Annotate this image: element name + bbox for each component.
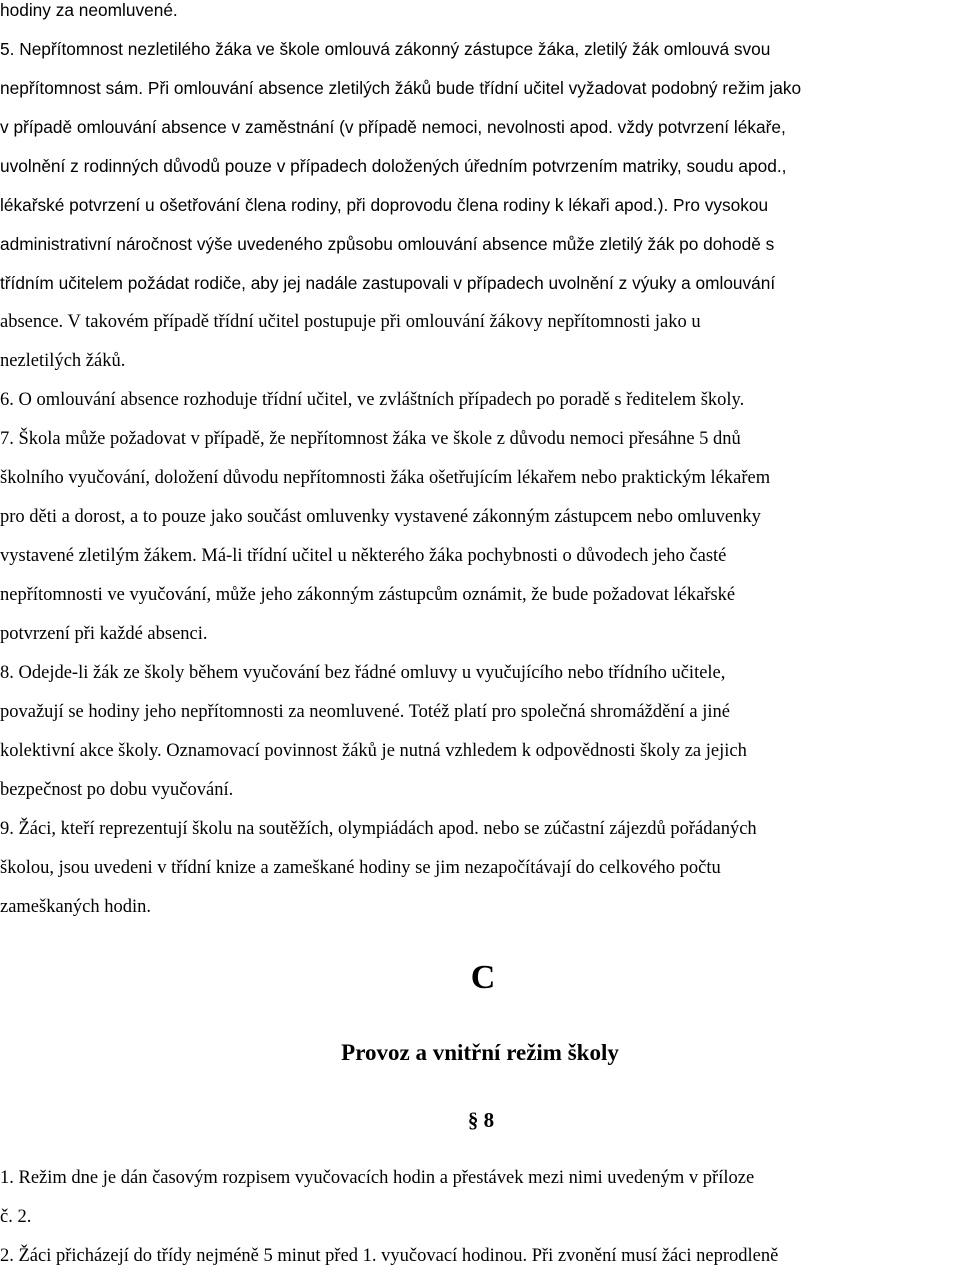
part-title-heading: Provoz a vnitřní režim školy [341, 1040, 619, 1065]
text-line: 7. Škola může požadovat v případě, že nepřítomnost žáka ve škole z důvodu nemoci přesáhne 5 dnů [0, 429, 741, 449]
text-line: 8. Odejde-li žák ze školy během vyučování bez řádné omluvy u vyučujícího nebo třídního učitele, [0, 663, 726, 683]
text-line: vystavené zletilým žákem. Má-li třídní učitel u některého žáka pochybnosti o důvodech jeho časté [0, 546, 727, 566]
text-line: administrativní náročnost výše uvedeného způsobu omlouvání absence může zletilý žák po dohodě s [0, 234, 775, 254]
text-line: potvrzení při každé absenci. [0, 624, 208, 644]
text-line: pro děti a dorost, a to pouze jako součást omluvenky vystavené zákonným zástupcem nebo omluvenky [0, 507, 761, 527]
text-line: 9. Žáci, kteří reprezentují školu na soutěžích, olympiádách apod. nebo se zúčastní zájezdů pořádaných [0, 819, 757, 839]
text-line: č. 2. [0, 1207, 32, 1227]
text-line: zameškaných hodin. [0, 897, 152, 917]
text-line: školou, jsou uvedeni v třídní knize a zameškané hodiny se jim nezapočítávají do celkového počtu [0, 858, 721, 878]
text-line: v případě omlouvání absence v zaměstnání (v případě nemoci, nevolnosti apod. vždy potvrzení lékaře, [0, 117, 786, 137]
text-line: třídním učitelem požádat rodiče, aby jej nadále zastupovali v případech uvolnění z výuky a omlouvání [0, 273, 776, 293]
text-line: 5. Nepřítomnost nezletilého žáka ve škole omlouvá zákonný zástupce žáka, zletilý žák omlouvá svou [0, 39, 771, 59]
text-line: nepřítomnost sám. Při omlouvání absence zletilých žáků bude třídní učitel vyžadovat podobný režim jako [0, 78, 802, 98]
text-line: považují se hodiny jeho nepřítomnosti za neomluvené. Totéž platí pro společná shromáždění a jiné [0, 702, 730, 722]
text-line: 1. Režim dne je dán časovým rozpisem vyučovacích hodin a přestávek mezi nimi uvedeným v příloze [0, 1168, 755, 1188]
text-line: 6. O omlouvání absence rozhoduje třídní učitel, ve zvláštních případech po poradě s ředitelem školy. [0, 390, 745, 410]
text-line: 2. Žáci přicházejí do třídy nejméně 5 minut před 1. vyučovací hodinou. Při zvonění musí žáci neprodleně [0, 1246, 779, 1266]
text-line: nepřítomnosti ve vyučování, může jeho zákonným zástupcům oznámit, že bude požadovat lékařské [0, 585, 736, 605]
text-line: absence. V takovém případě třídní učitel postupuje při omlouvání žákovy nepřítomnosti jako u [0, 312, 701, 332]
text-line: lékařské potvrzení u ošetřování člena rodiny, při doprovodu člena rodiny k lékaři apod.). Pro vysokou [0, 195, 769, 215]
text-line: nezletilých žáků. [0, 351, 126, 371]
text-line: bezpečnost po dobu vyučování. [0, 780, 234, 800]
text-line: kolektivní akce školy. Oznamovací povinnost žáků je nutná vzhledem k odpovědnosti školy za jejich [0, 741, 747, 761]
text-line: školního vyučování, doložení důvodu nepřítomnosti žáka ošetřujícím lékařem nebo praktickým lékařem [0, 468, 771, 488]
section-number-heading: § 8 [467, 1108, 495, 1132]
part-letter-heading: C [470, 959, 496, 996]
text-line: hodiny za neomluvené. [0, 0, 178, 20]
text-line: uvolnění z rodinných důvodů pouze v případech doložených úředním potvrzením matriky, soudu apod., [0, 156, 787, 176]
